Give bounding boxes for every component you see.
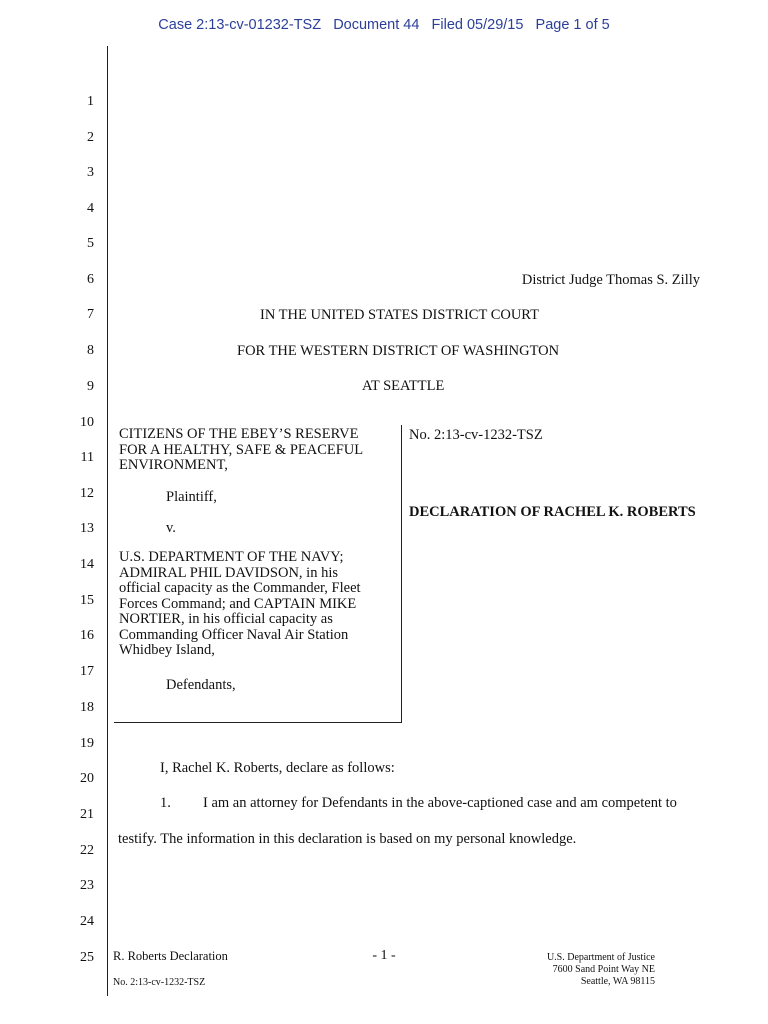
line-number: 4 <box>87 201 94 216</box>
court-district: FOR THE WESTERN DISTRICT OF WASHINGTON <box>237 343 560 359</box>
line-number: 9 <box>87 379 94 394</box>
versus: v. <box>166 520 176 536</box>
footer-city: Seattle, WA 98115 <box>580 976 655 987</box>
line-number: 2 <box>87 130 94 145</box>
paragraph-number: 1. <box>160 795 171 811</box>
footer-address <box>547 952 655 988</box>
footer-org: U.S. Department of Justice <box>546 952 655 963</box>
line-numbers <box>0 0 100 1024</box>
line-number: 15 <box>80 593 94 608</box>
header-document: Document 44 <box>333 17 420 33</box>
defendant-line: ADMIRAL PHIL DAVIDSON, in his <box>119 564 338 581</box>
document-title: DECLARATION OF RACHEL K. ROBERTS <box>409 504 696 520</box>
line-number: 24 <box>80 914 94 929</box>
case-number: No. 2:13-cv-1232-TSZ <box>409 427 543 443</box>
line-number: 20 <box>80 771 94 786</box>
header-page: Page 1 of 5 <box>535 17 610 33</box>
paragraph-1-line-1: I am an attorney for Defendants in the above-captioned case and am competent to <box>203 795 677 811</box>
plaintiff-name <box>119 427 363 474</box>
left-margin-rule <box>107 46 108 996</box>
defendant-line: NORTIER, in his official capacity as <box>119 611 333 627</box>
footer-title: R. Roberts Declaration <box>113 949 228 963</box>
page-number: - 1 - <box>372 948 396 963</box>
court-location: AT SEATTLE <box>362 378 445 394</box>
declaration-intro: I, Rachel K. Roberts, declare as follows: <box>160 760 395 776</box>
line-number: 10 <box>80 415 94 430</box>
plaintiff-line: FOR A HEALTHY, SAFE & PEACEFUL <box>119 441 364 458</box>
caption-divider <box>401 425 402 463</box>
line-number: 21 <box>80 807 94 822</box>
defendant-line: U.S. DEPARTMENT OF THE NAVY; <box>119 549 344 565</box>
line-number: 17 <box>80 664 94 679</box>
line-number: 23 <box>80 878 94 893</box>
footer-street: 7600 Sand Point Way NE <box>552 964 655 975</box>
plaintiff-line: CITIZENS OF THE EBEY’S RESERVE <box>119 426 359 442</box>
defendant-line: official capacity as the Commander, Fleet <box>119 580 361 596</box>
defendant-line: Whidbey Island, <box>119 642 215 658</box>
header-case-number: Case 2:13-cv-01232-TSZ <box>158 17 322 33</box>
line-number: 1 <box>87 94 94 109</box>
line-number: 6 <box>87 272 94 287</box>
line-number: 8 <box>87 343 94 358</box>
defendants-name <box>119 550 361 659</box>
ecf-header <box>0 17 768 33</box>
line-number: 3 <box>87 165 94 180</box>
paragraph-1-line-2: testify. The information in this declaration is based on my personal knowledge. <box>118 831 577 847</box>
line-number: 11 <box>80 450 94 465</box>
line-number: 25 <box>80 950 94 965</box>
line-number: 7 <box>87 307 94 322</box>
line-number: 14 <box>80 557 94 572</box>
line-number: 12 <box>80 486 94 501</box>
line-number: 16 <box>80 628 94 643</box>
footer-case-number: No. 2:13-cv-1232-TSZ <box>113 977 206 988</box>
line-number: 13 <box>80 521 94 536</box>
defendant-line: Commanding Officer Naval Air Station <box>119 626 349 643</box>
line-number: 22 <box>80 843 94 858</box>
plaintiff-role: Plaintiff, <box>166 489 217 505</box>
defendant-role: Defendants, <box>166 677 236 693</box>
defendant-line: Forces Command; and CAPTAIN MIKE <box>119 595 357 612</box>
line-number: 5 <box>87 236 94 251</box>
line-number: 18 <box>80 700 94 715</box>
plaintiff-line: ENVIRONMENT, <box>119 457 228 473</box>
judge-line: District Judge Thomas S. Zilly <box>521 272 700 288</box>
line-number: 19 <box>80 736 94 751</box>
court-title: IN THE UNITED STATES DISTRICT COURT <box>260 307 539 323</box>
header-filed: Filed 05/29/15 <box>431 17 524 33</box>
